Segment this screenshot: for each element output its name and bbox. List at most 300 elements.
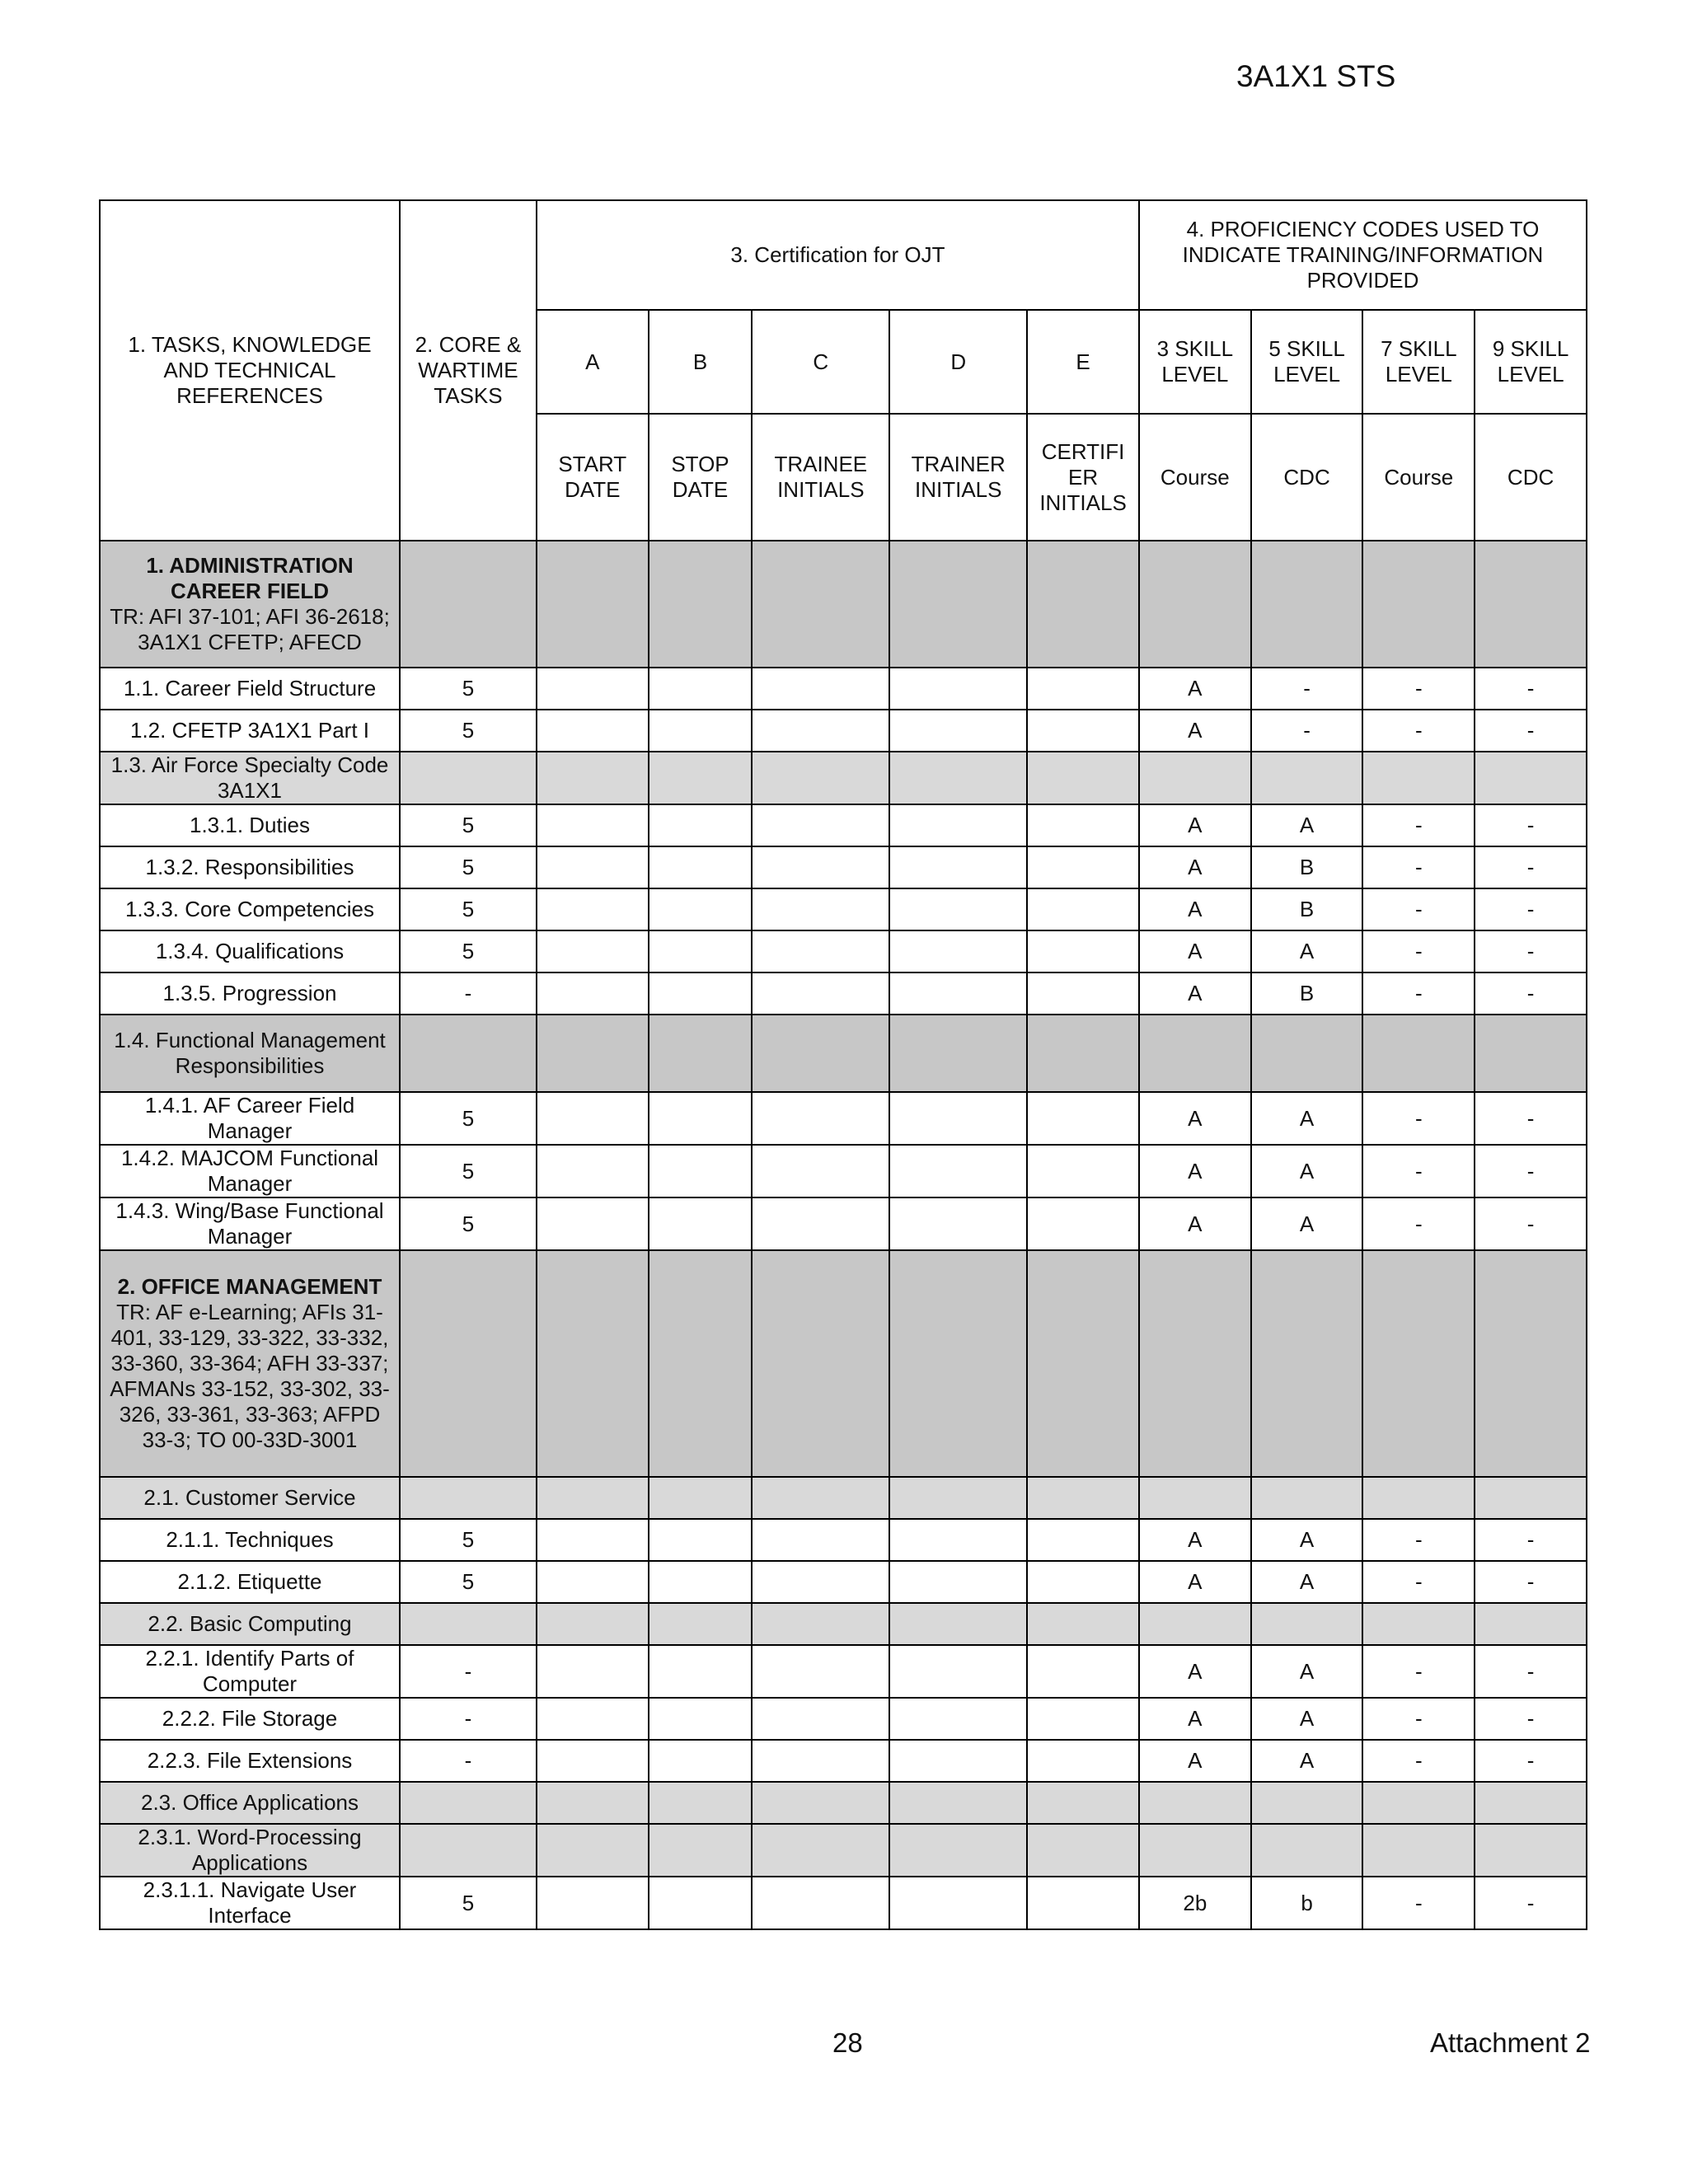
task-text: 1.4.1. AF Career Field Manager — [144, 1093, 355, 1143]
cert-cell — [649, 1782, 753, 1824]
cert-cell — [752, 668, 889, 710]
table-row — [100, 930, 1587, 972]
cert-letter: A — [537, 310, 649, 414]
core-cell: 5 — [400, 1561, 537, 1603]
cert-cell — [889, 804, 1027, 846]
document-code: 3A1X1 STS — [1236, 59, 1396, 93]
cert-cell — [889, 1782, 1027, 1824]
skill-level-header: 5 SKILL LEVEL — [1251, 310, 1363, 414]
proficiency-cell: A — [1139, 1197, 1251, 1250]
proficiency-cell: A — [1139, 1561, 1251, 1603]
core-cell: 5 — [400, 710, 537, 752]
task-cell — [100, 888, 400, 930]
table-row — [100, 1197, 1587, 1250]
proficiency-cell: A — [1139, 668, 1251, 710]
proficiency-cell — [1362, 1603, 1475, 1645]
cert-cell — [752, 1645, 889, 1698]
cert-cell — [1027, 1015, 1139, 1092]
table-row — [100, 1824, 1587, 1877]
cert-cell — [537, 1477, 649, 1519]
cert-cell — [752, 1015, 889, 1092]
proficiency-cell — [1475, 541, 1587, 668]
proficiency-cell — [1251, 1782, 1363, 1824]
proficiency-cell: A — [1139, 710, 1251, 752]
cert-letter: D — [889, 310, 1027, 414]
cert-letter: E — [1027, 310, 1139, 414]
task-text: 1.3.5. Progression — [162, 981, 337, 1005]
cert-cell — [1027, 1145, 1139, 1197]
cert-cell — [537, 1250, 649, 1477]
core-cell: 5 — [400, 1145, 537, 1197]
cert-cell — [752, 930, 889, 972]
cert-cell — [889, 1645, 1027, 1698]
attachment-label: Attachment 2 — [1430, 2027, 1591, 2058]
task-cell — [100, 752, 400, 804]
cert-cell — [1027, 1092, 1139, 1145]
cert-cell — [752, 972, 889, 1015]
proficiency-cell — [1251, 1015, 1363, 1092]
proficiency-cell — [1362, 1477, 1475, 1519]
core-cell — [400, 1015, 537, 1092]
core-cell — [400, 1782, 537, 1824]
proficiency-cell: - — [1362, 710, 1475, 752]
page-number: 28 — [832, 2027, 863, 2058]
task-text: 1.4. Functional Management Responsibilities — [114, 1028, 386, 1078]
table-row — [100, 1645, 1587, 1698]
section-title: 2. OFFICE MANAGEMENT — [117, 1274, 382, 1299]
task-cell — [100, 1782, 400, 1824]
cert-cell — [649, 804, 753, 846]
cert-cell — [1027, 1519, 1139, 1561]
cert-cell — [649, 1603, 753, 1645]
proficiency-cell: - — [1475, 804, 1587, 846]
cert-cell — [889, 710, 1027, 752]
core-cell: 5 — [400, 1197, 537, 1250]
cert-cell — [537, 846, 649, 888]
cert-cell — [752, 1698, 889, 1740]
cert-cell — [1027, 1824, 1139, 1877]
cert-cell — [752, 710, 889, 752]
core-cell — [400, 541, 537, 668]
task-cell — [100, 1877, 400, 1929]
cert-cell — [889, 1603, 1027, 1645]
skill-level-header: 9 SKILL LEVEL — [1475, 310, 1587, 414]
proficiency-cell: - — [1362, 1698, 1475, 1740]
proficiency-cell: - — [1362, 1197, 1475, 1250]
cert-label: STOP DATE — [649, 414, 753, 541]
cert-cell — [1027, 1782, 1139, 1824]
cert-cell — [889, 930, 1027, 972]
proficiency-cell: - — [1362, 1645, 1475, 1698]
cert-cell — [752, 1782, 889, 1824]
table-row — [100, 888, 1587, 930]
cert-cell — [537, 1519, 649, 1561]
cert-group-header: 3. Certification for OJT — [537, 200, 1139, 310]
cert-cell — [889, 668, 1027, 710]
table-row — [100, 1698, 1587, 1740]
cert-cell — [889, 541, 1027, 668]
cert-cell — [889, 1197, 1027, 1250]
table-row — [100, 541, 1587, 668]
proficiency-cell: A — [1251, 1145, 1363, 1197]
table-row — [100, 1145, 1587, 1197]
task-text: 1.3.2. Responsibilities — [145, 855, 354, 879]
task-text: 2.1. Customer Service — [143, 1485, 356, 1510]
core-cell — [400, 1824, 537, 1877]
proficiency-cell: A — [1139, 1092, 1251, 1145]
proficiency-cell: - — [1475, 930, 1587, 972]
cert-cell — [752, 1145, 889, 1197]
proficiency-cell — [1475, 1603, 1587, 1645]
proficiency-cell: - — [1475, 846, 1587, 888]
task-cell — [100, 1561, 400, 1603]
proficiency-cell — [1251, 1250, 1363, 1477]
cert-cell — [889, 1519, 1027, 1561]
task-cell — [100, 710, 400, 752]
cert-cell — [1027, 668, 1139, 710]
cert-cell — [537, 541, 649, 668]
task-text: 2.3. Office Applications — [140, 1790, 359, 1815]
core-cell: 5 — [400, 1519, 537, 1561]
cert-cell — [889, 1824, 1027, 1877]
proficiency-cell — [1362, 1824, 1475, 1877]
task-cell — [100, 1645, 400, 1698]
task-text: TR: AF e-Learning; AFIs 31-401, 33-129, 33-322, 33-332, 33-360, 33-364; AFH 33-337; AFMANs 33-152, 33-302, 33-326, 33-361, 33-363; AFPD 33-3; TO 00-33D-3001 — [110, 1300, 390, 1452]
cert-cell — [649, 1561, 753, 1603]
task-text: 2.2.2. File Storage — [162, 1706, 338, 1731]
cert-cell — [537, 1603, 649, 1645]
core-cell: 5 — [400, 930, 537, 972]
table-row — [100, 1250, 1587, 1477]
proficiency-cell: A — [1139, 1740, 1251, 1782]
cert-label: CERTIFI ER INITIALS — [1027, 414, 1139, 541]
proficiency-cell: - — [1475, 1197, 1587, 1250]
cert-cell — [889, 972, 1027, 1015]
task-cell — [100, 804, 400, 846]
proficiency-cell — [1362, 1015, 1475, 1092]
proficiency-cell: - — [1251, 668, 1363, 710]
cert-cell — [649, 710, 753, 752]
proficiency-cell: - — [1362, 668, 1475, 710]
core-cell: 5 — [400, 846, 537, 888]
task-text: 1.3.1. Duties — [190, 813, 310, 837]
proficiency-cell — [1475, 1782, 1587, 1824]
proficiency-cell: A — [1251, 1092, 1363, 1145]
core-cell: 5 — [400, 1092, 537, 1145]
cert-label: TRAINER INITIALS — [889, 414, 1027, 541]
proficiency-cell: A — [1251, 1645, 1363, 1698]
task-cell — [100, 1824, 400, 1877]
proficiency-cell: A — [1251, 1197, 1363, 1250]
cert-cell — [649, 1824, 753, 1877]
cert-cell — [649, 1740, 753, 1782]
cert-cell — [537, 1092, 649, 1145]
cert-cell — [1027, 1250, 1139, 1477]
task-cell — [100, 972, 400, 1015]
task-text: 1.4.2. MAJCOM Functional Manager — [120, 1146, 379, 1196]
table-row — [100, 752, 1587, 804]
cert-cell — [1027, 1645, 1139, 1698]
proficiency-cell — [1139, 1015, 1251, 1092]
cert-cell — [752, 1561, 889, 1603]
task-cell — [100, 1603, 400, 1645]
cert-cell — [889, 1477, 1027, 1519]
cert-cell — [649, 1015, 753, 1092]
proficiency-cell: - — [1362, 804, 1475, 846]
cert-label: START DATE — [537, 414, 649, 541]
proficiency-cell — [1362, 541, 1475, 668]
task-cell — [100, 1477, 400, 1519]
proficiency-cell: A — [1251, 1519, 1363, 1561]
proficiency-cell: A — [1139, 1145, 1251, 1197]
proficiency-cell — [1475, 1824, 1587, 1877]
cert-cell — [752, 1197, 889, 1250]
proficiency-cell: A — [1251, 930, 1363, 972]
cert-cell — [889, 1092, 1027, 1145]
proficiency-cell — [1251, 541, 1363, 668]
task-text: 2.1.2. Etiquette — [177, 1569, 322, 1594]
cert-cell — [752, 541, 889, 668]
core-cell — [400, 1250, 537, 1477]
task-text: 2.3.1.1. Navigate User Interface — [143, 1877, 357, 1928]
cert-cell — [537, 710, 649, 752]
task-text: 1.4.3. Wing/Base Functional Manager — [115, 1198, 384, 1249]
table-row — [100, 668, 1587, 710]
cert-label: TRAINEE INITIALS — [752, 414, 889, 541]
proficiency-cell: A — [1251, 1698, 1363, 1740]
proficiency-cell: - — [1362, 1519, 1475, 1561]
cert-cell — [889, 1250, 1027, 1477]
cert-cell — [752, 1519, 889, 1561]
task-text: 2.1.1. Techniques — [166, 1527, 334, 1552]
proficiency-cell: - — [1362, 1092, 1475, 1145]
proficiency-cell — [1475, 1015, 1587, 1092]
proficiency-cell — [1251, 1477, 1363, 1519]
prof-group-header: 4. PROFICIENCY CODES USED TO INDICATE TRAINING/INFORMATION PROVIDED — [1139, 200, 1587, 310]
proficiency-cell: - — [1362, 1877, 1475, 1929]
cert-cell — [1027, 972, 1139, 1015]
proficiency-cell: A — [1251, 1740, 1363, 1782]
cert-cell — [649, 1877, 753, 1929]
core-cell: - — [400, 972, 537, 1015]
proficiency-cell: - — [1475, 972, 1587, 1015]
cert-cell — [649, 1092, 753, 1145]
proficiency-cell: - — [1475, 1092, 1587, 1145]
cert-cell — [1027, 804, 1139, 846]
task-text: 2.2. Basic Computing — [148, 1611, 352, 1636]
cert-cell — [1027, 888, 1139, 930]
cert-cell — [649, 1645, 753, 1698]
table-row — [100, 1782, 1587, 1824]
table-row — [100, 1477, 1587, 1519]
proficiency-cell: A — [1139, 1645, 1251, 1698]
proficiency-cell: A — [1139, 804, 1251, 846]
cert-cell — [649, 888, 753, 930]
table-row — [100, 1015, 1587, 1092]
task-cell — [100, 1092, 400, 1145]
core-cell — [400, 1603, 537, 1645]
cert-cell — [889, 846, 1027, 888]
proficiency-cell: A — [1139, 972, 1251, 1015]
task-text: 2.2.1. Identify Parts of Computer — [145, 1646, 354, 1696]
core-cell: - — [400, 1645, 537, 1698]
proficiency-cell — [1139, 752, 1251, 804]
cert-cell — [1027, 846, 1139, 888]
proficiency-cell: - — [1475, 1519, 1587, 1561]
cert-cell — [649, 846, 753, 888]
prof-source: CDC — [1251, 414, 1363, 541]
cert-cell — [752, 752, 889, 804]
cert-cell — [1027, 1197, 1139, 1250]
task-cell — [100, 1250, 400, 1477]
cert-cell — [537, 752, 649, 804]
proficiency-cell: - — [1251, 710, 1363, 752]
table-row — [100, 1603, 1587, 1645]
cert-cell — [537, 668, 649, 710]
cert-cell — [537, 1145, 649, 1197]
task-cell — [100, 541, 400, 668]
cert-cell — [1027, 1740, 1139, 1782]
core-cell: 5 — [400, 888, 537, 930]
cert-cell — [752, 804, 889, 846]
cert-cell — [752, 846, 889, 888]
cert-cell — [537, 1824, 649, 1877]
cert-cell — [752, 1877, 889, 1929]
proficiency-cell — [1362, 1782, 1475, 1824]
cert-cell — [1027, 1698, 1139, 1740]
cert-cell — [537, 1740, 649, 1782]
core-cell: - — [400, 1698, 537, 1740]
proficiency-cell: B — [1251, 846, 1363, 888]
task-cell — [100, 1740, 400, 1782]
cert-cell — [889, 1877, 1027, 1929]
cert-cell — [649, 1519, 753, 1561]
proficiency-cell: - — [1475, 1145, 1587, 1197]
proficiency-cell: A — [1139, 930, 1251, 972]
proficiency-cell — [1139, 1824, 1251, 1877]
task-text: 1.2. CFETP 3A1X1 Part I — [130, 718, 369, 743]
task-text: 2.2.3. File Extensions — [147, 1748, 353, 1773]
proficiency-cell — [1251, 1603, 1363, 1645]
cert-cell — [649, 930, 753, 972]
cert-cell — [752, 1250, 889, 1477]
task-cell — [100, 846, 400, 888]
col-header-core: 2. CORE & WARTIME TASKS — [400, 200, 537, 541]
proficiency-cell: B — [1251, 888, 1363, 930]
task-text: 1.3.3. Core Competencies — [124, 897, 375, 921]
proficiency-cell: A — [1139, 888, 1251, 930]
task-cell — [100, 1519, 400, 1561]
cert-cell — [649, 1477, 753, 1519]
cert-cell — [537, 1645, 649, 1698]
proficiency-cell: - — [1362, 930, 1475, 972]
core-cell: 5 — [400, 1877, 537, 1929]
cert-cell — [649, 972, 753, 1015]
task-cell — [100, 1145, 400, 1197]
task-cell — [100, 1197, 400, 1250]
prof-source: Course — [1139, 414, 1251, 541]
proficiency-cell: B — [1251, 972, 1363, 1015]
task-text: 1.3. Air Force Specialty Code 3A1X1 — [110, 752, 389, 803]
cert-cell — [752, 888, 889, 930]
table-row — [100, 972, 1587, 1015]
proficiency-cell — [1139, 541, 1251, 668]
proficiency-cell — [1139, 1250, 1251, 1477]
proficiency-cell — [1362, 1250, 1475, 1477]
cert-cell — [537, 888, 649, 930]
table-row — [100, 1092, 1587, 1145]
task-text: 1.3.4. Qualifications — [155, 939, 345, 963]
core-cell: 5 — [400, 804, 537, 846]
cert-cell — [1027, 1603, 1139, 1645]
cert-cell — [1027, 1877, 1139, 1929]
cert-cell — [889, 1145, 1027, 1197]
proficiency-cell — [1475, 752, 1587, 804]
cert-cell — [889, 1015, 1027, 1092]
cert-cell — [752, 1740, 889, 1782]
proficiency-cell — [1139, 1782, 1251, 1824]
cert-cell — [649, 1145, 753, 1197]
cert-cell — [889, 752, 1027, 804]
cert-cell — [889, 1740, 1027, 1782]
proficiency-cell: - — [1475, 668, 1587, 710]
proficiency-cell: A — [1139, 846, 1251, 888]
cert-cell — [649, 541, 753, 668]
table-row — [100, 846, 1587, 888]
cert-cell — [1027, 752, 1139, 804]
cert-cell — [537, 1015, 649, 1092]
table-row — [100, 1740, 1587, 1782]
task-cell — [100, 930, 400, 972]
cert-cell — [889, 1698, 1027, 1740]
proficiency-cell: - — [1362, 888, 1475, 930]
cert-cell — [649, 668, 753, 710]
table-row — [100, 710, 1587, 752]
proficiency-cell — [1251, 1824, 1363, 1877]
proficiency-cell: - — [1362, 1740, 1475, 1782]
proficiency-cell: A — [1139, 1698, 1251, 1740]
cert-cell — [752, 1824, 889, 1877]
proficiency-cell: - — [1475, 1740, 1587, 1782]
task-text: TR: AFI 37-101; AFI 36-2618; 3A1X1 CFETP; AFECD — [110, 604, 390, 654]
task-text: 2.3.1. Word-Processing Applications — [138, 1825, 362, 1875]
prof-source: Course — [1362, 414, 1475, 541]
prof-source: CDC — [1475, 414, 1587, 541]
proficiency-cell: - — [1475, 1645, 1587, 1698]
task-text: 1.1. Career Field Structure — [123, 676, 377, 701]
cert-cell — [752, 1477, 889, 1519]
core-cell — [400, 752, 537, 804]
proficiency-cell: - — [1475, 1877, 1587, 1929]
proficiency-cell: - — [1362, 972, 1475, 1015]
proficiency-cell — [1475, 1250, 1587, 1477]
proficiency-cell: A — [1251, 804, 1363, 846]
proficiency-cell — [1475, 1477, 1587, 1519]
cert-cell — [649, 752, 753, 804]
proficiency-cell: b — [1251, 1877, 1363, 1929]
cert-cell — [1027, 710, 1139, 752]
proficiency-cell — [1362, 752, 1475, 804]
proficiency-cell: - — [1475, 1698, 1587, 1740]
proficiency-cell: - — [1362, 1561, 1475, 1603]
cert-cell — [649, 1250, 753, 1477]
proficiency-cell: - — [1362, 846, 1475, 888]
cert-cell — [537, 972, 649, 1015]
proficiency-cell: - — [1475, 888, 1587, 930]
task-cell — [100, 668, 400, 710]
cert-cell — [1027, 1561, 1139, 1603]
table-row — [100, 1561, 1587, 1603]
